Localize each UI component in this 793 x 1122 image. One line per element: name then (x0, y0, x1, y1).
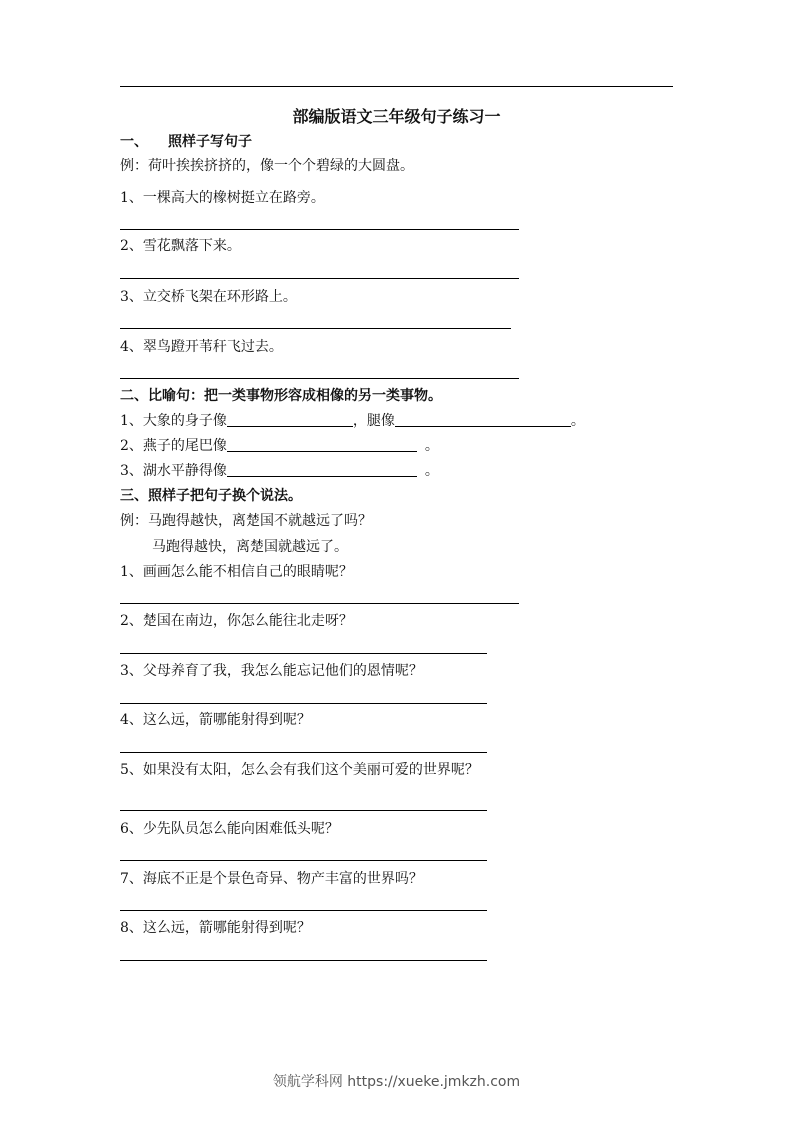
fill-blank[interactable] (395, 412, 571, 427)
section3-heading: 三、照样子把句子换个说法。 (120, 488, 302, 504)
footer-watermark: 领航学科网 https://xueke.jmkzh.com (272, 1074, 521, 1090)
answer-line[interactable] (120, 328, 511, 329)
answer-line[interactable] (120, 278, 519, 279)
page-title: 部编版语文三年级句子练习一 (292, 107, 501, 126)
section3-example-1: 例：马跑得越快，离楚国不就越远了吗？ (120, 513, 372, 529)
section1-item-4: 4、翠鸟蹬开苇秆飞过去。 (120, 339, 283, 355)
fill-blank[interactable] (227, 437, 417, 452)
section1-item-2: 2、雪花飘落下来。 (120, 238, 241, 254)
answer-line[interactable] (120, 810, 487, 811)
section1-title: 照样子写句子 (168, 134, 252, 150)
section1-number: 一、 (120, 134, 148, 150)
section3-item-5: 5、如果没有太阳，怎么会有我们这个美丽可爱的世界呢？ (120, 762, 479, 778)
section2-item-3-end: 。 (424, 463, 439, 479)
section2-heading: 二、比喻句：把一类事物形容成相像的另一类事物。 (120, 388, 442, 404)
section3-item-7: 7、海底不正是个景色奇异、物产丰富的世界吗？ (120, 871, 423, 887)
answer-line[interactable] (120, 378, 519, 379)
section1-example: 例：荷叶挨挨挤挤的，像一个个碧绿的大圆盘。 (120, 158, 414, 174)
section3-item-6: 6、少先队员怎么能向困难低头呢？ (120, 821, 339, 837)
answer-line[interactable] (120, 860, 487, 861)
fill-blank[interactable] (227, 412, 353, 427)
section3-item-2: 2、楚国在南边，你怎么能往北走呀？ (120, 613, 353, 629)
answer-line[interactable] (120, 653, 487, 654)
section2-item-1 (120, 411, 585, 431)
section2-item-2-prompt: 2、燕子的尾巴像 (120, 438, 227, 454)
section2-item-2 (120, 436, 439, 456)
header-rule (120, 86, 673, 87)
answer-line[interactable] (120, 229, 519, 230)
answer-line[interactable] (120, 960, 487, 961)
section1-heading (120, 132, 252, 152)
answer-line[interactable] (120, 910, 487, 911)
section2-item-1-prompt-b: ，腿像 (352, 413, 395, 429)
fill-blank[interactable] (227, 462, 417, 477)
section3-item-3: 3、父母养育了我，我怎么能忘记他们的恩情呢？ (120, 663, 423, 679)
section2-item-3 (120, 461, 439, 481)
answer-line[interactable] (120, 603, 519, 604)
section3-example-2: 马跑得越快，离楚国就越远了。 (152, 539, 348, 555)
section2-item-3-prompt: 3、湖水平静得像 (120, 463, 227, 479)
section1-item-1: 1、一棵高大的橡树挺立在路旁。 (120, 190, 325, 206)
answer-line[interactable] (120, 752, 487, 753)
section2-item-1-end: 。 (570, 413, 585, 429)
section1-item-3: 3、立交桥飞架在环形路上。 (120, 289, 297, 305)
section3-item-4: 4、这么远，箭哪能射得到呢？ (120, 712, 311, 728)
section2-item-1-prompt-a: 1、大象的身子像 (120, 413, 227, 429)
section3-item-8: 8、这么远，箭哪能射得到呢？ (120, 920, 311, 936)
section3-item-1: 1、画画怎么能不相信自己的眼睛呢？ (120, 564, 353, 580)
section2-item-2-end: 。 (424, 438, 439, 454)
answer-line[interactable] (120, 703, 487, 704)
